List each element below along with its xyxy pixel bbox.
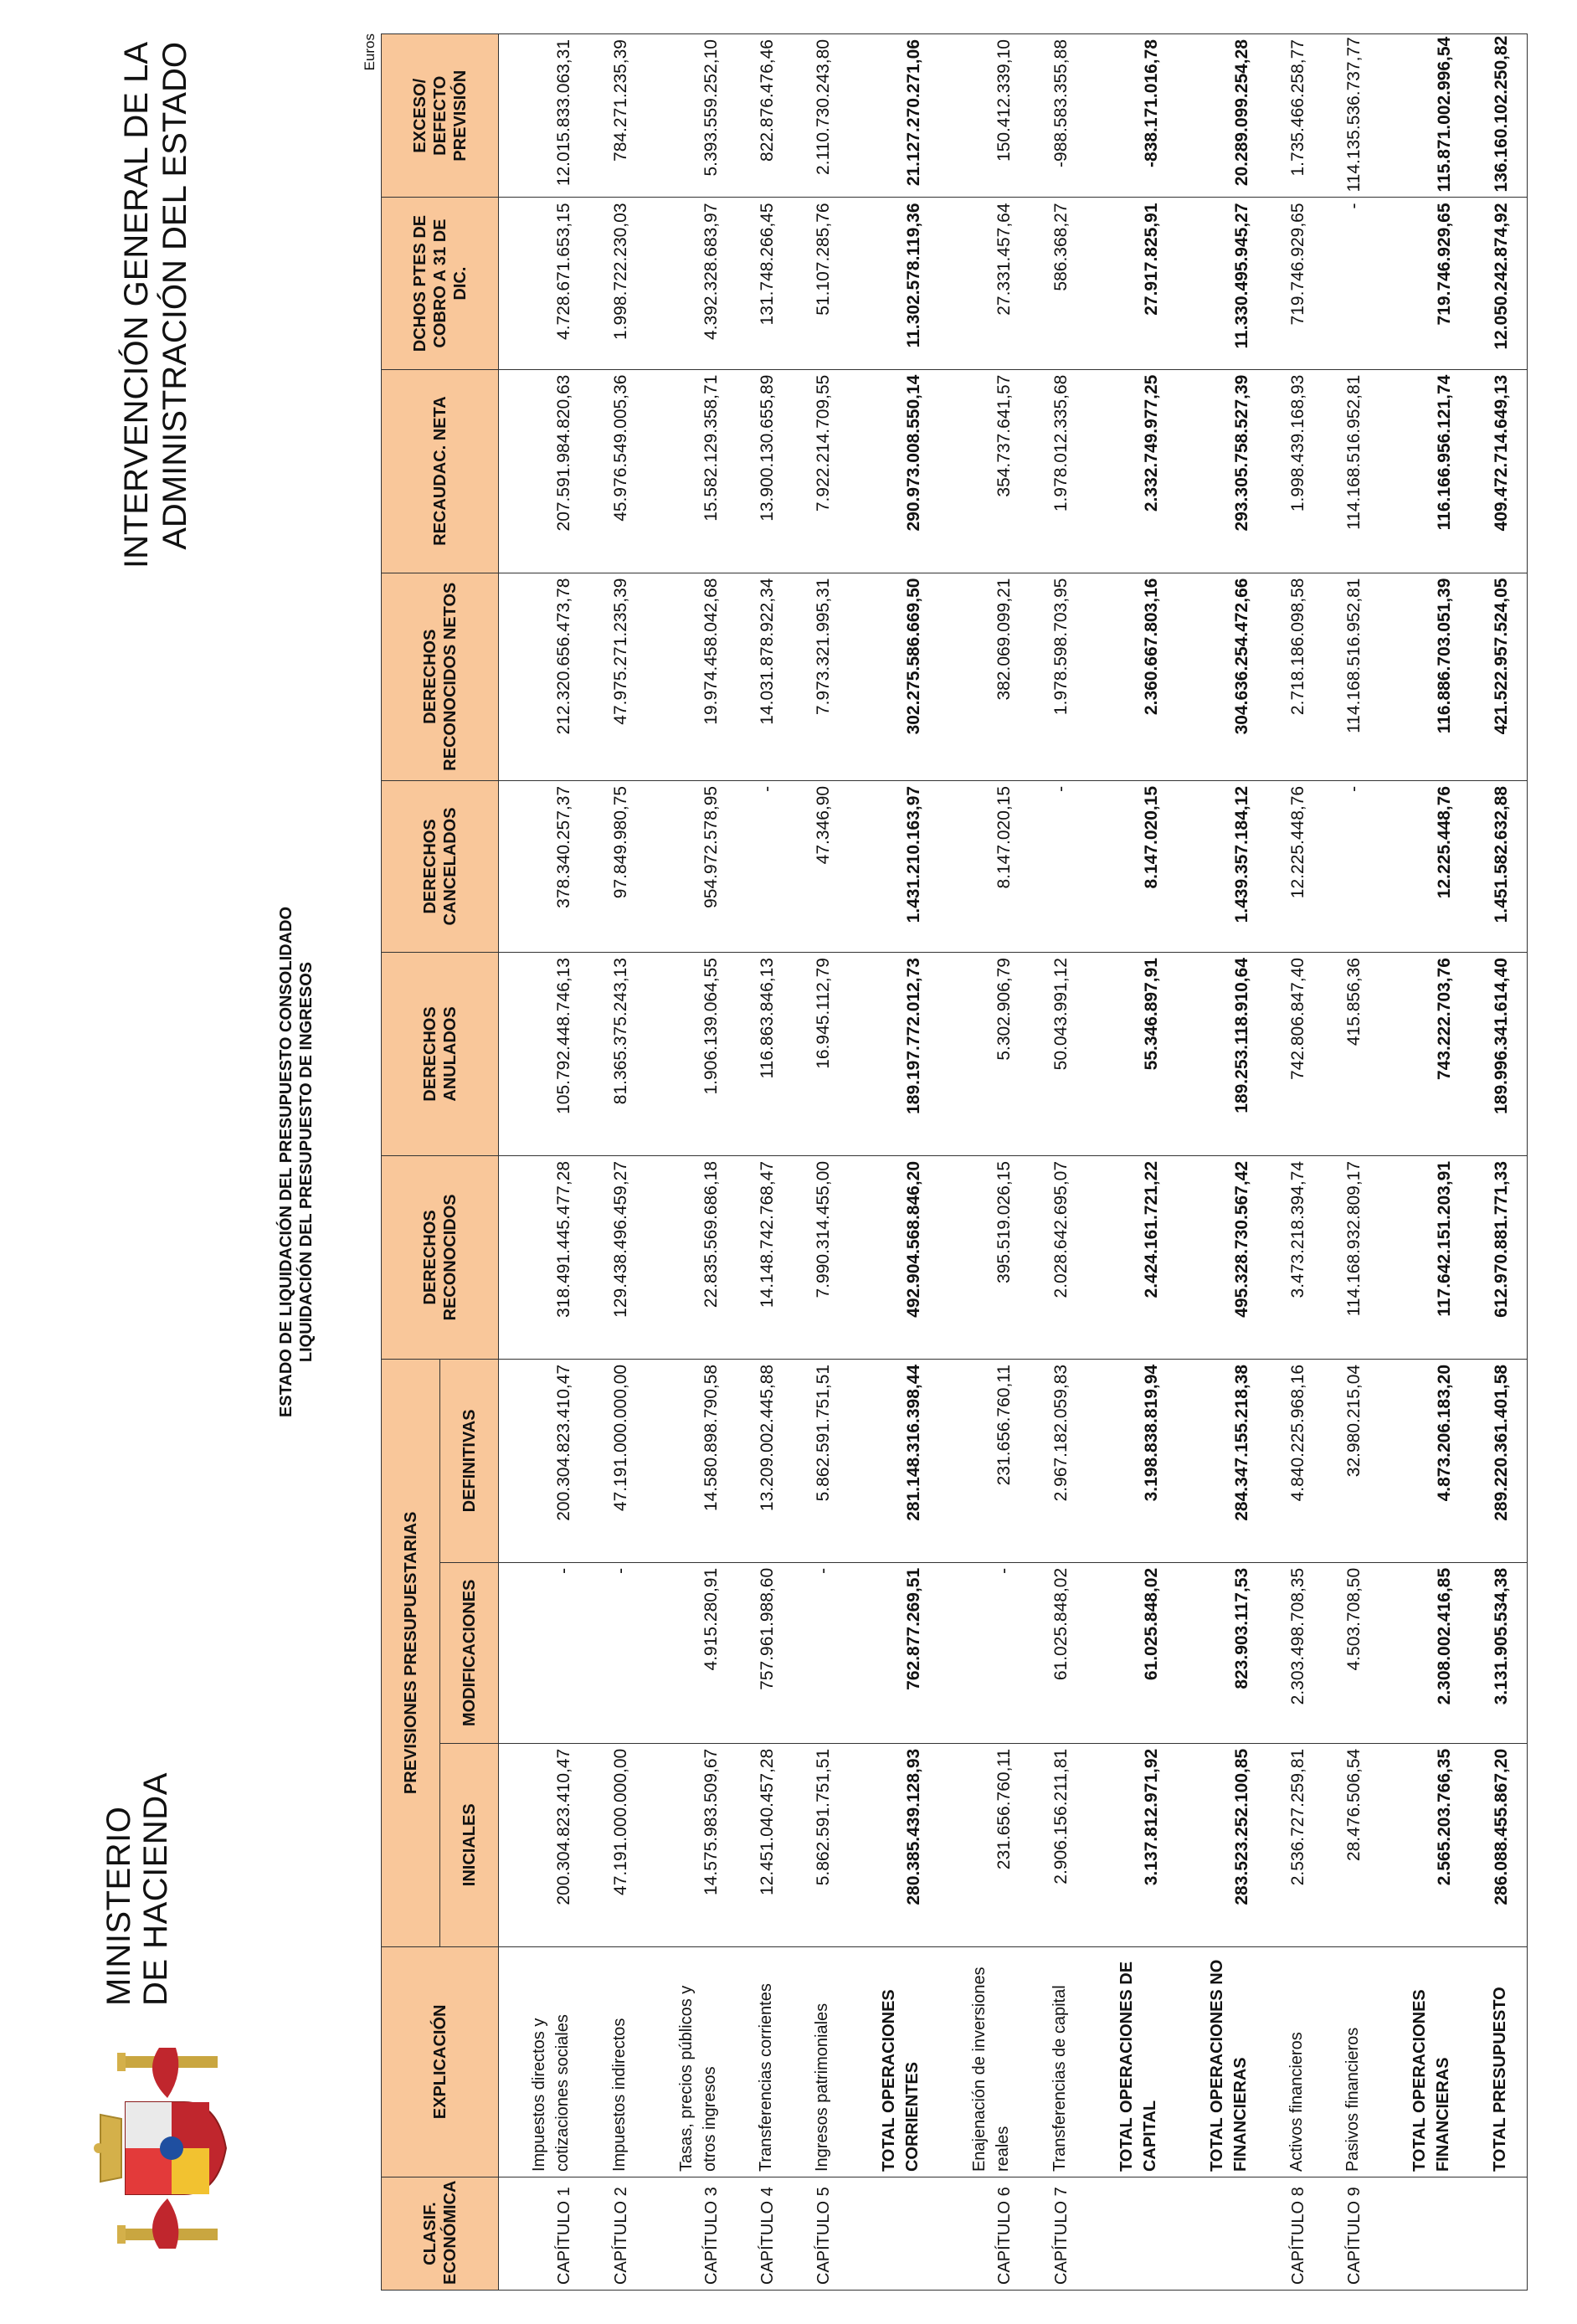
row-derechos-cancelados: 8.147.020,15	[1086, 780, 1177, 952]
row-modificaciones: 3.131.905.534,38	[1470, 1562, 1527, 1743]
coat-of-arms-icon	[92, 2023, 234, 2274]
row-derechos-anulados: 105.792.448.746,13	[499, 953, 590, 1156]
table-row	[793, 34, 849, 2291]
table-row	[1323, 34, 1379, 2291]
row-modificaciones: -	[939, 1562, 1030, 1743]
row-derechos-reconocidos: 22.835.569.686,18	[646, 1155, 737, 1359]
row-iniciales: 283.523.252.100,85	[1177, 1743, 1267, 1946]
table-total-row	[1086, 34, 1177, 2291]
row-derechos-reconocidos: 129.438.496.459,27	[589, 1155, 645, 1359]
row-recaudacion-neta: 116.166.956.121,74	[1379, 369, 1470, 573]
row-derechos-reconocidos: 495.328.730.567,42	[1177, 1155, 1267, 1359]
row-derechos-anulados: 743.222.703,76	[1379, 953, 1470, 1156]
row-explicacion: Transferencias corrientes	[737, 1946, 793, 2177]
row-exceso-defecto: 2.110.730.243,80	[793, 34, 849, 198]
row-derechos-anulados: 1.906.139.064,55	[646, 953, 737, 1156]
row-derechos-reconocidos-netos: 1.978.598.703,95	[1030, 573, 1086, 780]
row-definitivas: 13.209.002.445,88	[737, 1359, 793, 1562]
row-definitivas: 3.198.838.819,94	[1086, 1359, 1177, 1562]
row-derechos-reconocidos-netos: 116.886.703.051,39	[1379, 573, 1470, 780]
row-derechos-cancelados: 12.225.448,76	[1267, 780, 1323, 952]
units-label: Euros	[362, 33, 378, 71]
table-total-row	[849, 34, 939, 2291]
row-derechos-reconocidos-netos: 47.975.271.235,39	[589, 573, 645, 780]
row-derechos-cancelados: 8.147.020,15	[939, 780, 1030, 952]
row-pendientes-cobro: 719.746.929,65	[1267, 198, 1323, 369]
row-iniciales: 5.862.591.751,51	[793, 1743, 849, 1946]
row-explicacion: Transferencias de capital	[1030, 1946, 1086, 2177]
row-explicacion: TOTAL PRESUPUESTO	[1470, 1946, 1527, 2177]
row-recaudacion-neta: 13.900.130.655,89	[737, 369, 793, 573]
row-recaudacion-neta: 207.591.984.820,63	[499, 369, 590, 573]
row-clasif	[1379, 2177, 1470, 2291]
budget-table	[381, 33, 1528, 2291]
row-pendientes-cobro: 719.746.929,65	[1379, 198, 1470, 369]
header-recaudacion-neta: RECAUDAC. NETA	[382, 369, 499, 573]
row-derechos-anulados: 50.043.991,12	[1030, 953, 1086, 1156]
row-recaudacion-neta: 2.332.749.977,25	[1086, 369, 1177, 573]
row-explicacion: Activos financieros	[1267, 1946, 1323, 2177]
header-modificaciones: MODIFICACIONES	[440, 1562, 499, 1743]
row-pendientes-cobro: 12.050.242.874,92	[1470, 198, 1527, 369]
row-iniciales: 231.656.760,11	[939, 1743, 1030, 1946]
row-derechos-anulados: 189.253.118.910,64	[1177, 953, 1267, 1156]
row-modificaciones: 762.877.269,51	[849, 1562, 939, 1743]
row-pendientes-cobro: 4.728.671.653,15	[499, 198, 590, 369]
row-derechos-reconocidos-netos: 2.360.667.803,16	[1086, 573, 1177, 780]
row-clasif: CAPÍTULO 5	[793, 2177, 849, 2291]
row-clasif	[1177, 2177, 1267, 2291]
igae-header	[117, 42, 194, 568]
row-derechos-reconocidos: 612.970.881.771,33	[1470, 1155, 1527, 1359]
row-exceso-defecto: 1.735.466.258,77	[1267, 34, 1323, 198]
row-pendientes-cobro: 131.748.266,45	[737, 198, 793, 369]
row-definitivas: 2.967.182.059,83	[1030, 1359, 1086, 1562]
row-exceso-defecto: -988.583.355,88	[1030, 34, 1086, 198]
row-iniciales: 2.565.203.766,35	[1379, 1743, 1470, 1946]
row-exceso-defecto: 136.160.102.250,82	[1470, 34, 1527, 198]
row-exceso-defecto: 21.127.270.271,06	[849, 34, 939, 198]
row-recaudacion-neta: 290.973.008.550,14	[849, 369, 939, 573]
row-exceso-defecto: 115.871.002.996,54	[1379, 34, 1470, 198]
row-derechos-anulados: 189.197.772.012,73	[849, 953, 939, 1156]
row-iniciales: 2.906.156.211,81	[1030, 1743, 1086, 1946]
document-title	[276, 0, 316, 2324]
row-derechos-cancelados: 12.225.448,76	[1379, 780, 1470, 952]
header-previsiones: PREVISIONES PRESUPUESTARIAS	[382, 1359, 440, 1946]
row-recaudacion-neta: 354.737.641,57	[939, 369, 1030, 573]
row-definitivas: 14.580.898.790,58	[646, 1359, 737, 1562]
table-row	[589, 34, 645, 2291]
row-pendientes-cobro: 11.330.495.945,27	[1177, 198, 1267, 369]
header-definitivas: DEFINITIVAS	[440, 1359, 499, 1562]
row-clasif: CAPÍTULO 3	[646, 2177, 737, 2291]
row-definitivas: 284.347.155.218,38	[1177, 1359, 1267, 1562]
row-exceso-defecto: 822.876.476,46	[737, 34, 793, 198]
row-derechos-reconocidos-netos: 114.168.516.952,81	[1323, 573, 1379, 780]
row-clasif: CAPÍTULO 2	[589, 2177, 645, 2291]
row-derechos-anulados: 742.806.847,40	[1267, 953, 1323, 1156]
header-clasif: CLASIF. ECONÓMICA	[382, 2177, 499, 2291]
row-iniciales: 47.191.000.000,00	[589, 1743, 645, 1946]
row-pendientes-cobro: 51.107.285,76	[793, 198, 849, 369]
row-derechos-reconocidos: 7.990.314.455,00	[793, 1155, 849, 1359]
row-derechos-reconocidos: 395.519.026,15	[939, 1155, 1030, 1359]
row-explicacion: TOTAL OPERACIONES FINANCIERAS	[1379, 1946, 1470, 2177]
row-derechos-cancelados: -	[1030, 780, 1086, 952]
row-iniciales: 28.476.506,54	[1323, 1743, 1379, 1946]
row-modificaciones: 4.503.708,50	[1323, 1562, 1379, 1743]
table-row	[737, 34, 793, 2291]
ministry-line-2: DE HACIENDA	[137, 1772, 174, 2006]
row-explicacion: Ingresos patrimoniales	[793, 1946, 849, 2177]
row-derechos-anulados: 415.856,36	[1323, 953, 1379, 1156]
row-clasif: CAPÍTULO 7	[1030, 2177, 1086, 2291]
row-derechos-reconocidos: 2.028.642.695,07	[1030, 1155, 1086, 1359]
row-derechos-reconocidos: 2.424.161.721,22	[1086, 1155, 1177, 1359]
ministry-header	[92, 1772, 234, 2274]
row-derechos-cancelados: 378.340.257,37	[499, 780, 590, 952]
row-derechos-cancelados: 1.431.210.163,97	[849, 780, 939, 952]
row-derechos-cancelados: 954.972.578,95	[646, 780, 737, 952]
row-modificaciones: 757.961.988,60	[737, 1562, 793, 1743]
row-modificaciones: 61.025.848,02	[1030, 1562, 1086, 1743]
row-explicacion: Pasivos financieros	[1323, 1946, 1379, 2177]
row-derechos-reconocidos: 492.904.568.846,20	[849, 1155, 939, 1359]
ministry-name	[100, 1772, 174, 2006]
table-row	[939, 34, 1030, 2291]
table-total-row	[1177, 34, 1267, 2291]
row-clasif: CAPÍTULO 9	[1323, 2177, 1379, 2291]
row-modificaciones: -	[499, 1562, 590, 1743]
row-pendientes-cobro: 27.331.457,64	[939, 198, 1030, 369]
row-derechos-reconocidos-netos: 304.636.254.472,66	[1177, 573, 1267, 780]
row-explicacion: Impuestos directos y cotizaciones sociales	[499, 1946, 590, 2177]
row-derechos-cancelados: 1.451.582.632,88	[1470, 780, 1527, 952]
row-iniciales: 3.137.812.971,92	[1086, 1743, 1177, 1946]
header-explicacion: EXPLICACIÓN	[382, 1946, 499, 2177]
row-modificaciones: 2.303.498.708,35	[1267, 1562, 1323, 1743]
igae-line-2: ADMINISTRACIÓN DEL ESTADO	[157, 42, 193, 550]
row-definitivas: 231.656.760,11	[939, 1359, 1030, 1562]
igae-line-1: INTERVENCIÓN GENERAL DE LA	[118, 42, 155, 569]
header-exceso-defecto: EXCESO/ DEFECTO PREVISIÓN	[382, 34, 499, 198]
row-definitivas: 32.980.215,04	[1323, 1359, 1379, 1562]
ministry-line-1: MINISTERIO	[100, 1806, 137, 2006]
row-exceso-defecto: 784.271.235,39	[589, 34, 645, 198]
row-exceso-defecto: 5.393.559.252,10	[646, 34, 737, 198]
row-clasif: CAPÍTULO 8	[1267, 2177, 1323, 2291]
row-iniciales: 14.575.983.509,67	[646, 1743, 737, 1946]
row-definitivas: 200.304.823.410,47	[499, 1359, 590, 1562]
row-clasif	[1470, 2177, 1527, 2291]
row-derechos-anulados: 16.945.112,79	[793, 953, 849, 1156]
row-clasif	[849, 2177, 939, 2291]
table-row	[499, 34, 590, 2291]
row-explicacion: Impuestos indirectos	[589, 1946, 645, 2177]
row-iniciales: 12.451.040.457,28	[737, 1743, 793, 1946]
row-derechos-cancelados: 97.849.980,75	[589, 780, 645, 952]
row-explicacion: TOTAL OPERACIONES CORRIENTES	[849, 1946, 939, 2177]
row-recaudacion-neta: 15.582.129.358,71	[646, 369, 737, 573]
header-derechos-anulados: DERECHOS ANULADOS	[382, 953, 499, 1156]
row-exceso-defecto: 150.412.339,10	[939, 34, 1030, 198]
row-definitivas: 5.862.591.751,51	[793, 1359, 849, 1562]
row-clasif: CAPÍTULO 6	[939, 2177, 1030, 2291]
row-derechos-reconocidos-netos: 382.069.099,21	[939, 573, 1030, 780]
row-derechos-reconocidos-netos: 14.031.878.922,34	[737, 573, 793, 780]
row-derechos-anulados: 81.365.375.243,13	[589, 953, 645, 1156]
row-recaudacion-neta: 1.998.439.168,93	[1267, 369, 1323, 573]
row-derechos-cancelados: -	[737, 780, 793, 952]
header-pendientes-cobro: DCHOS PTES DE COBRO A 31 DE DIC.	[382, 198, 499, 369]
row-explicacion: TOTAL OPERACIONES NO FINANCIERAS	[1177, 1946, 1267, 2177]
row-definitivas: 281.148.316.398,44	[849, 1359, 939, 1562]
row-pendientes-cobro: 11.302.578.119,36	[849, 198, 939, 369]
row-recaudacion-neta: 1.978.012.335,68	[1030, 369, 1086, 573]
row-recaudacion-neta: 7.922.214.709,55	[793, 369, 849, 573]
row-iniciales: 280.385.439.128,93	[849, 1743, 939, 1946]
table-row	[1030, 34, 1086, 2291]
row-derechos-reconocidos: 318.491.445.477,28	[499, 1155, 590, 1359]
row-definitivas: 4.840.225.968,16	[1267, 1359, 1323, 1562]
row-derechos-reconocidos: 14.148.742.768,47	[737, 1155, 793, 1359]
row-clasif: CAPÍTULO 4	[737, 2177, 793, 2291]
row-derechos-reconocidos: 3.473.218.394,74	[1267, 1155, 1323, 1359]
row-explicacion: Tasas, precios públicos y otros ingresos	[646, 1946, 737, 2177]
row-iniciales: 286.088.455.867,20	[1470, 1743, 1527, 1946]
row-definitivas: 47.191.000.000,00	[589, 1359, 645, 1562]
row-pendientes-cobro: 27.917.825,91	[1086, 198, 1177, 369]
header-derechos-reconocidos: DERECHOS RECONOCIDOS	[382, 1155, 499, 1359]
row-derechos-reconocidos: 117.642.151.203,91	[1379, 1155, 1470, 1359]
row-definitivas: 4.873.206.183,20	[1379, 1359, 1470, 1562]
row-recaudacion-neta: 45.976.549.005,36	[589, 369, 645, 573]
title-line-1: ESTADO DE LIQUIDACIÓN DEL PRESUPUESTO CONSOLIDADO	[277, 906, 295, 1418]
row-iniciales: 200.304.823.410,47	[499, 1743, 590, 1946]
row-modificaciones: 2.308.002.416,85	[1379, 1562, 1470, 1743]
row-derechos-anulados: 116.863.846,13	[737, 953, 793, 1156]
row-explicacion: TOTAL OPERACIONES DE CAPITAL	[1086, 1946, 1177, 2177]
row-recaudacion-neta: 409.472.714.649,13	[1470, 369, 1527, 573]
row-derechos-anulados: 189.996.341.614,40	[1470, 953, 1527, 1156]
row-derechos-reconocidos-netos: 19.974.458.042,68	[646, 573, 737, 780]
row-derechos-reconocidos-netos: 212.320.656.473,78	[499, 573, 590, 780]
header-iniciales: INICIALES	[440, 1743, 499, 1946]
row-derechos-reconocidos-netos: 2.718.186.098,58	[1267, 573, 1323, 780]
row-pendientes-cobro: 4.392.328.683,97	[646, 198, 737, 369]
table-total-row	[1470, 34, 1527, 2291]
row-derechos-anulados: 55.346.897,91	[1086, 953, 1177, 1156]
row-derechos-reconocidos-netos: 302.275.586.669,50	[849, 573, 939, 780]
row-modificaciones: 61.025.848,02	[1086, 1562, 1177, 1743]
table-row	[1267, 34, 1323, 2291]
row-derechos-anulados: 5.302.906,79	[939, 953, 1030, 1156]
row-pendientes-cobro: 586.368,27	[1030, 198, 1086, 369]
row-recaudacion-neta: 114.168.516.952,81	[1323, 369, 1379, 573]
row-recaudacion-neta: 293.305.758.527,39	[1177, 369, 1267, 573]
row-derechos-reconocidos-netos: 421.522.957.524,05	[1470, 573, 1527, 780]
row-exceso-defecto: 114.135.536.737,77	[1323, 34, 1379, 198]
header-derechos-reconocidos-netos: DERECHOS RECONOCIDOS NETOS	[382, 573, 499, 780]
row-derechos-reconocidos: 114.168.932.809,17	[1323, 1155, 1379, 1359]
row-exceso-defecto: -838.171.016,78	[1086, 34, 1177, 198]
row-explicacion: Enajenación de inversiones reales	[939, 1946, 1030, 2177]
row-modificaciones: 823.903.117,53	[1177, 1562, 1267, 1743]
row-modificaciones: -	[589, 1562, 645, 1743]
row-definitivas: 289.220.361.401,58	[1470, 1359, 1527, 1562]
row-derechos-cancelados: 47.346,90	[793, 780, 849, 952]
table-row	[646, 34, 737, 2291]
row-exceso-defecto: 20.289.099.254,28	[1177, 34, 1267, 198]
row-exceso-defecto: 12.015.833.063,31	[499, 34, 590, 198]
row-modificaciones: 4.915.280,91	[646, 1562, 737, 1743]
table-total-row	[1379, 34, 1470, 2291]
row-derechos-cancelados: 1.439.357.184,12	[1177, 780, 1267, 952]
row-derechos-reconocidos-netos: 7.973.321.995,31	[793, 573, 849, 780]
row-pendientes-cobro: -	[1323, 198, 1379, 369]
title-line-2: LIQUIDACIÓN DEL PRESUPUESTO DE INGRESOS	[297, 961, 316, 1363]
row-clasif: CAPÍTULO 1	[499, 2177, 590, 2291]
row-pendientes-cobro: 1.998.722.230,03	[589, 198, 645, 369]
row-clasif	[1086, 2177, 1177, 2291]
header-derechos-cancelados: DERECHOS CANCELADOS	[382, 780, 499, 952]
row-modificaciones: -	[793, 1562, 849, 1743]
row-iniciales: 2.536.727.259,81	[1267, 1743, 1323, 1946]
row-derechos-cancelados: -	[1323, 780, 1379, 952]
